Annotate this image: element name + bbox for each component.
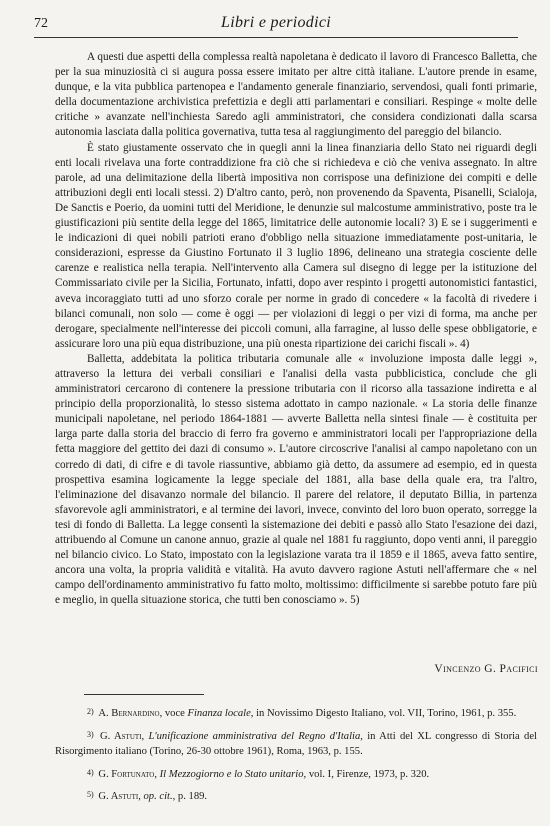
- footnote-3: 3) G. Astuti, L'unificazione amministrativa del Regno d'Italia, in Atti del XL congresso di Storia del Risorgimento italiano (Torino, 26-30 ottobre 1961), Roma, 1963, p. 155.: [55, 729, 537, 757]
- header-rule: [34, 37, 518, 38]
- footnotes: [55, 704, 537, 810]
- footnote-2: 2) A. Bernardino, voce Finanza locale, in Novissimo Digesto Italiano, vol. VII, Torino, 1961, p. 355.: [87, 707, 517, 719]
- page-header: [34, 14, 518, 36]
- page-number: 72: [34, 16, 48, 31]
- paragraph-1: A questi due aspetti della complessa realtà napoletana è dedicato il lavoro di Francesco Balletta, che per la sua minuziosità ci si augura possa essere imitato per altre città italiane. L'autore prende in esame, dunque, e la vita pubblica partenopea e l'andamento generale finanziario, servendosi, quali fonti primarie, della documentazione archivistica prefettizia e degli atti parlamentari e consiliari. Respinge « molte delle critiche » avanzate nell'inchiesta Saredo agli amministratori, che considera condizionati dalla scarsa autonomia lasciata dalla politica governativa, tutta tesa al raggiungimento del pareggio del bilancio.: [55, 51, 537, 139]
- footnote-rule: [84, 694, 204, 695]
- author-signature: Vincenzo G. Pacifici: [434, 663, 538, 675]
- running-title: Libri e periodici: [221, 14, 331, 31]
- paragraph-3: Balletta, addebitata la politica tributaria comunale alle « involuzione imposta dalle leggi », attraverso la lettura dei verbali consiliari e l'analisi della vasta pubblicistica, conclude che gli amministratori cercarono di contenere la pressione tributaria con il ricorso alla tassazione indiretta e al principio della proporzionalità, lo stesso sistema adottato in campo nazionale. « La storia delle finanze municipali napoletane, nel periodo 1864-1881 — avverte Balletta nella sintesi finale — è costituita per larga parte dalla storia del braccio di ferro fra governo e amministratori locali per l'appropriazione della fetta maggiore del gettito dei dazi di consumo ». L'autore circoscrive l'analisi al campo napoletano con un corredo di dati, di cifre e di tavole riassuntive, abbiamo già detto, da assumere ad esempio, ed in questa prospettiva esamina logicamente la legge speciale del 1881, alla base della quale era, tra l'altro, l'eliminazione del disavanzo normale del bilancio. Il parere del relatore, il deputato Billia, in partenza sfavorevole agli amministratori, e al termine dei lavori, invece, convinto del loro buon operato, sorregge la tesi di fondo di Balletta. La legge consentì la sistemazione dei debiti e passò allo Stato l'esazione dei dazi, attribuendo al Comune un canone annuo, grazie al quale nel 1881 fu raggiunto, dopo venti anni, il pareggio nel bilancio civico. Lo Stato, impostato con la legislazione varata tra il 1859 e il 1865, aveva fatto sentire, ancora una volta, la propria validità e vitalità. Ha avuto davvero ragione Astuti nell'affermare che « nel campo dell'ordinamento amministrativo fu fatto molto, moltissimo: difficilmente si sarebbe potuto fare più e meglio, in quella situazione storica, che tutti ben conosciamo ». 5): [55, 352, 537, 607]
- footnote-5: 5) G. Astuti, op. cit., p. 189.: [87, 790, 208, 802]
- paragraph-2: È stato giustamente osservato che in quegli anni la linea finanziaria dello Stato nei riguardi degli enti locali rivelava una forte contraddizione fra ciò che si richiedeva e ciò che veniva assegnato. In altre parole, ad una delimitazione della libertà impositiva non corrispose una definizione dei compiti e delle attribuzioni degli enti locali stessi. 2) D'altro canto, però, non provenendo da Spaventa, Pisanelli, Scialoja, De Sanctis e Poerio, da uomini tutti del Meridione, le denunzie sul malcostume amministrativo, poste tra le giustificazioni più sentite della legge del 1865, limitatrice delle autonomie locali? 3) E se i suggerimenti e le indicazioni di quei nobili patrioti erano d'obbligo nella situazione immediatamente post-unitaria, le considerazioni, espresse da Giustino Fortunato il 3 luglio 1896, delineano una strategia cosciente delle carenze e realistica nella terapia. Nell'intervento alla Camera sul disegno di legge per la istituzione del Commissariato civile per la Sicilia, Fortunato, infatti, dopo aver respinto i progetti autonomistici fantastici, aveva incoraggiato tutti ad uno sforzo corale per norme in grado di concedere « la facoltà di rivedere i bilanci comunali, non solo — come è oggi — per violazioni di leggi o per vizi di forma, ma anche per derogare, specialmente nell'interesse dei piccoli comuni, alla farragine, al lusso delle spese obbligatorie, e assicurare loro una più equa distribuzione, una più onesta ripartizione dei carichi fiscali ». 4): [55, 141, 537, 350]
- footnote-4: 4) G. Fortunato, Il Mezzogiorno e lo Stato unitario, vol. I, Firenze, 1973, p. 320.: [87, 767, 430, 780]
- article-body: [55, 50, 537, 608]
